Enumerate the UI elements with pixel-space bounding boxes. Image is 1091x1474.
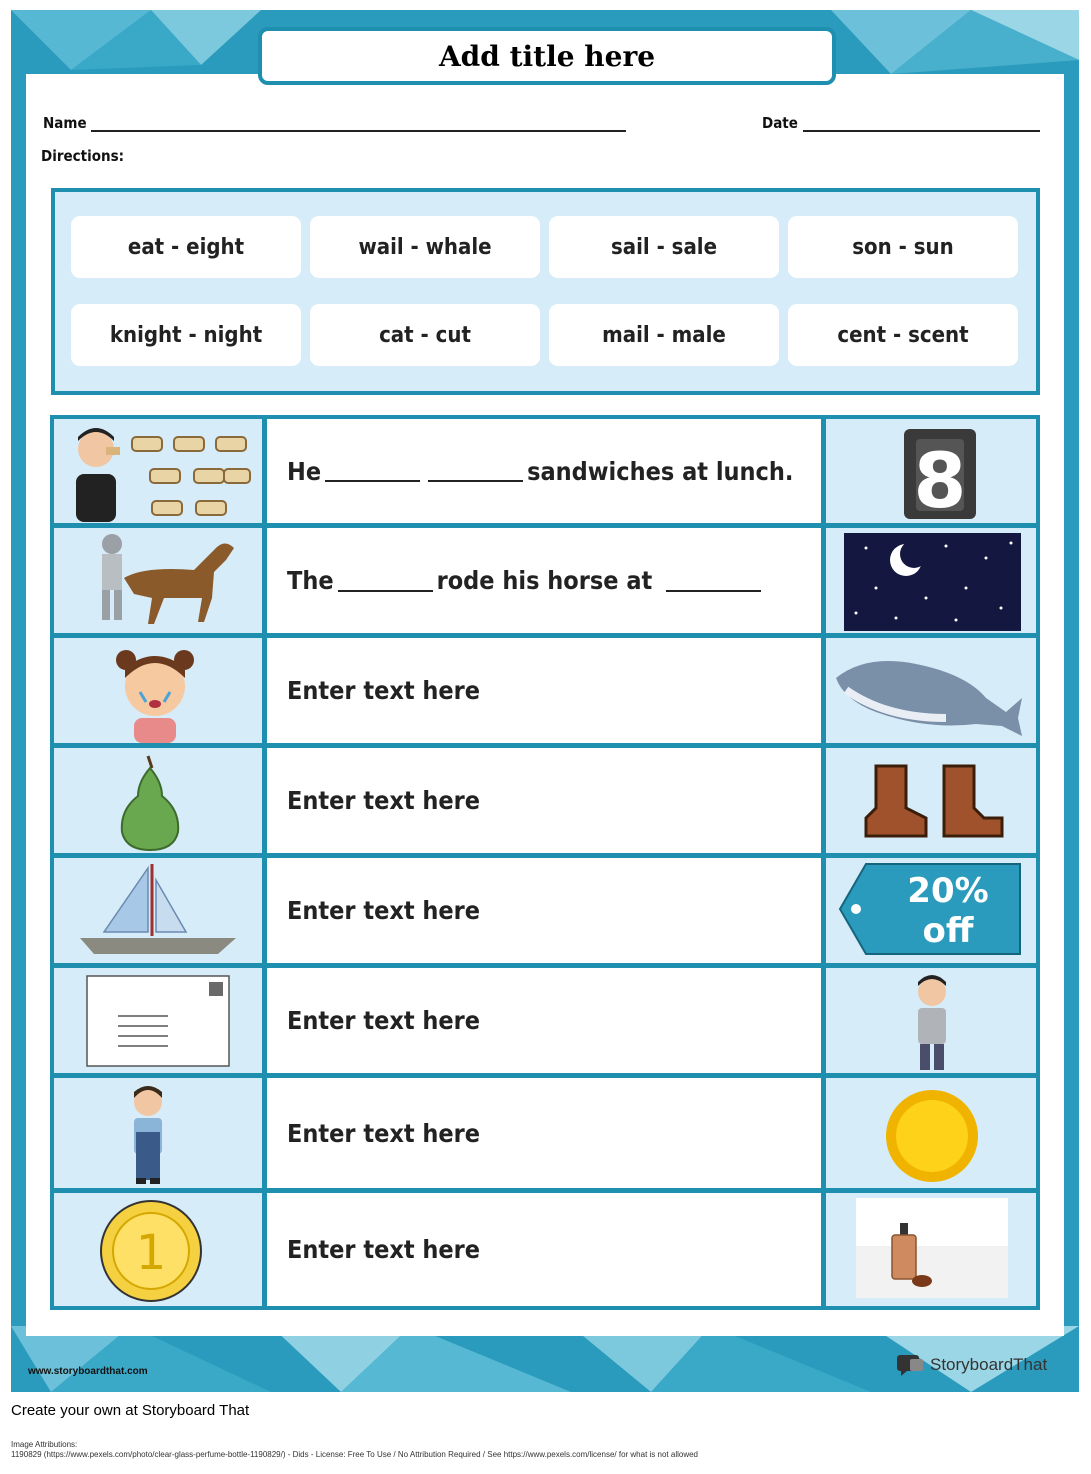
knight-with-horse-icon xyxy=(54,528,262,633)
sentence-text[interactable]: Enter text here xyxy=(287,896,481,925)
activity-grid xyxy=(50,415,1040,1310)
boy-overalls-icon xyxy=(54,1078,262,1188)
footer-url: www.storyboardthat.com xyxy=(28,1366,148,1377)
date-label: Date xyxy=(762,114,798,132)
word-pair: sail - sale xyxy=(549,216,779,278)
sentence-end: rode his horse at xyxy=(436,566,653,595)
answer-blank[interactable] xyxy=(325,460,420,482)
word-pair: eat - eight xyxy=(71,216,301,278)
sale-tag-icon xyxy=(826,858,1036,963)
word-bank xyxy=(51,188,1040,395)
man-icon xyxy=(826,968,1036,1073)
word-pair: mail - male xyxy=(549,304,779,366)
coin-value: 1 xyxy=(135,1225,167,1281)
perfume-bottle-icon xyxy=(826,1193,1036,1306)
word-pair: cent - scent xyxy=(788,304,1018,366)
sentence-text[interactable]: Enter text here xyxy=(287,1118,481,1148)
sentence-cell[interactable] xyxy=(267,419,821,523)
word-pair: wail - whale xyxy=(310,216,540,278)
word-pair: son - sun xyxy=(788,216,1018,278)
sailboat-icon xyxy=(54,858,262,963)
sentence-text[interactable]: Enter text here xyxy=(287,1235,481,1264)
image-attributions xyxy=(11,1440,698,1460)
storyboard-logo-icon xyxy=(896,1354,924,1376)
brand-logo xyxy=(896,1354,1047,1376)
sentence-start: The xyxy=(287,566,334,595)
answer-blank[interactable] xyxy=(428,460,523,482)
sentence-cell[interactable] xyxy=(267,858,821,963)
number-eight-icon xyxy=(826,419,1036,523)
create-own-text: Create your own at Storyboard That xyxy=(11,1402,250,1419)
answer-blank[interactable] xyxy=(666,570,761,592)
sentence-text[interactable]: Enter text here xyxy=(287,1006,481,1035)
sentence-cell[interactable] xyxy=(267,528,821,633)
sun-icon xyxy=(826,1078,1036,1188)
title-box[interactable] xyxy=(258,27,836,85)
answer-blank[interactable] xyxy=(338,570,433,592)
sentence-cell[interactable] xyxy=(267,638,821,743)
sale-tag-off: off xyxy=(922,911,974,951)
sentence-start: He xyxy=(287,456,322,486)
word-pair: cat - cut xyxy=(310,304,540,366)
sentence-cell[interactable] xyxy=(267,1078,821,1188)
boy-eating-sandwiches-icon xyxy=(54,419,262,523)
sale-tag-percent: 20% xyxy=(907,871,989,911)
name-label: Name xyxy=(43,114,87,132)
brand-name: StoryboardThat xyxy=(930,1355,1048,1374)
sentence-text[interactable]: Enter text here xyxy=(287,786,481,815)
crying-girl-icon xyxy=(54,638,262,743)
pear-icon xyxy=(54,748,262,853)
postcard-icon xyxy=(54,968,262,1073)
sentence-cell[interactable] xyxy=(267,1193,821,1306)
whale-icon xyxy=(826,638,1036,743)
directions-label: Directions: xyxy=(41,147,125,165)
attribution-title: Image Attributions: xyxy=(11,1440,78,1449)
worksheet-title[interactable]: Add title here xyxy=(438,39,656,73)
coin-icon xyxy=(54,1193,262,1306)
boots-icon xyxy=(826,748,1036,853)
date-line[interactable] xyxy=(803,130,1040,132)
sentence-cell[interactable] xyxy=(267,968,821,1073)
word-pair: knight - night xyxy=(71,304,301,366)
sentence-cell[interactable] xyxy=(267,748,821,853)
svg-text:8: 8 xyxy=(913,436,967,523)
sentence-end: sandwiches at lunch. xyxy=(527,456,794,486)
night-sky-icon xyxy=(826,528,1036,633)
attribution-text: 1190829 (https://www.pexels.com/photo/clear-glass-perfume-bottle-1190829/) - Dids - License: Free To Use / No Attribution Required / See https://www.pexels.com/license/ for what is not allowed xyxy=(11,1450,698,1459)
name-line[interactable] xyxy=(91,130,626,132)
sentence-text[interactable]: Enter text here xyxy=(287,676,481,705)
